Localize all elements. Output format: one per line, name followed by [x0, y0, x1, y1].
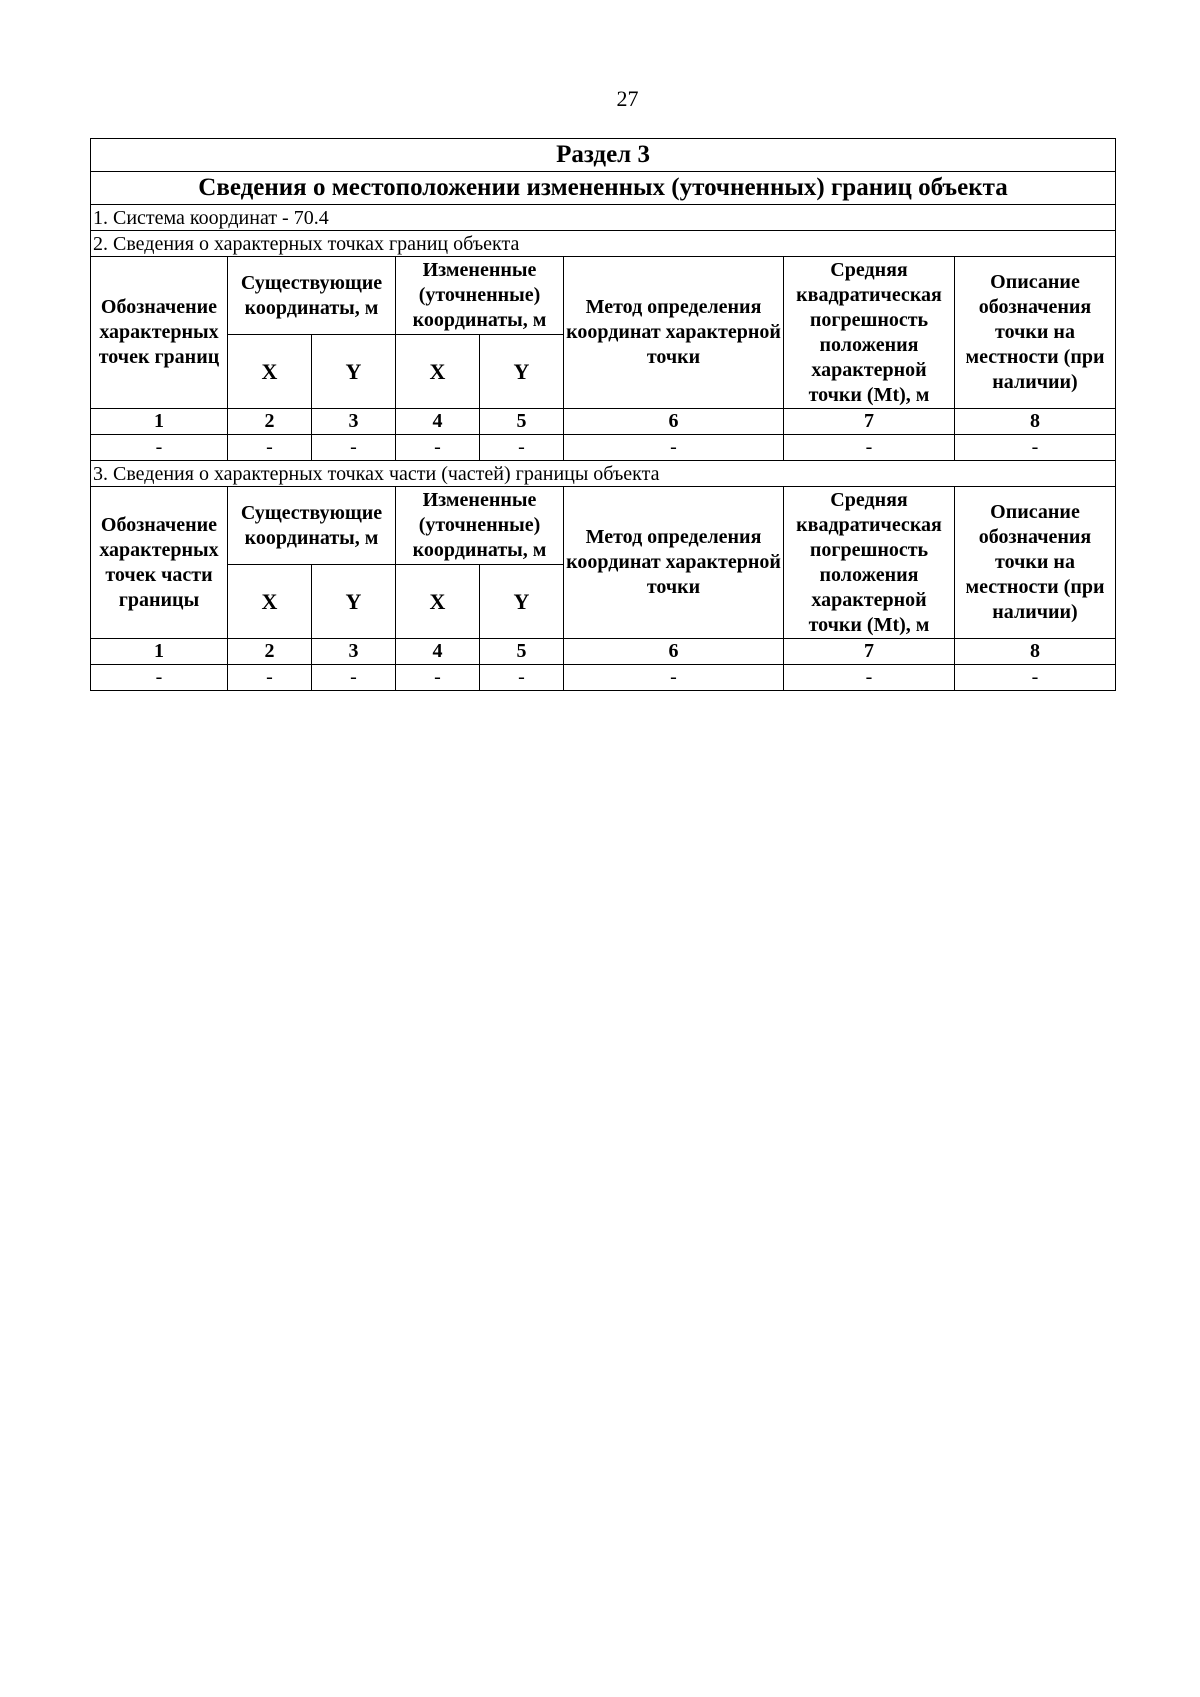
part2-col-number: 7	[784, 409, 955, 435]
part2-header-method: Метод определения координат характерной точки	[564, 257, 784, 409]
part3-header-designation: Обозначение характерных точек части границы	[91, 487, 228, 639]
table-cell: -	[91, 665, 228, 691]
part2-header-designation: Обозначение характерных точек границ	[91, 257, 228, 409]
part2-col-number: 5	[480, 409, 564, 435]
part3-header-changed: Измененные (уточненные) координаты, м	[396, 487, 564, 565]
section-title-row	[91, 139, 1116, 172]
part2-header-y-changed: Y	[480, 335, 564, 409]
table-cell: -	[564, 665, 784, 691]
table-cell: -	[396, 435, 480, 461]
part2-caption: 2. Сведения о характерных точках границ объекта	[91, 231, 1116, 257]
part2-numbers-row	[91, 409, 1116, 435]
table-cell: -	[312, 665, 396, 691]
part3-header-description: Описание обозначения точки на местности (при наличии)	[955, 487, 1116, 639]
part2-col-number: 6	[564, 409, 784, 435]
part3-caption: 3. Сведения о характерных точках части (частей) границы объекта	[91, 461, 1116, 487]
table-cell: -	[955, 665, 1116, 691]
table-cell: -	[91, 435, 228, 461]
table-row	[91, 435, 1116, 461]
part3-header-row	[91, 487, 1116, 565]
part3-col-number: 8	[955, 639, 1116, 665]
table-cell: -	[784, 665, 955, 691]
part2-col-number: 3	[312, 409, 396, 435]
table-cell: -	[784, 435, 955, 461]
part2-caption-row	[91, 231, 1116, 257]
part2-header-error: Средняя квадратическая погрешность положения характерной точки (Mt), м	[784, 257, 955, 409]
part3-col-number: 4	[396, 639, 480, 665]
part3-header-existing: Существующие координаты, м	[228, 487, 396, 565]
coordinate-system-row	[91, 205, 1116, 231]
page-number: 27	[616, 86, 639, 111]
part3-col-number: 7	[784, 639, 955, 665]
part2-col-number: 8	[955, 409, 1116, 435]
part3-col-number: 3	[312, 639, 396, 665]
part3-col-number: 6	[564, 639, 784, 665]
section-title: Раздел 3	[91, 139, 1116, 172]
section-subtitle: Сведения о местоположении измененных (уточненных) границ объекта	[91, 172, 1116, 205]
part3-caption-row	[91, 461, 1116, 487]
part3-col-number: 5	[480, 639, 564, 665]
part3-numbers-row	[91, 639, 1116, 665]
part2-header-existing: Существующие координаты, м	[228, 257, 396, 335]
table-cell: -	[480, 665, 564, 691]
part3-header-y-changed: Y	[480, 565, 564, 639]
table-cell: -	[228, 435, 312, 461]
part2-header-row	[91, 257, 1116, 335]
part3-col-number: 2	[228, 639, 312, 665]
table-cell: -	[228, 665, 312, 691]
part2-header-changed: Измененные (уточненные) координаты, м	[396, 257, 564, 335]
part3-col-number: 1	[91, 639, 228, 665]
part3-header-method: Метод определения координат характерной точки	[564, 487, 784, 639]
section-table	[90, 138, 1116, 691]
part3-header-error: Средняя квадратическая погрешность положения характерной точки (Mt), м	[784, 487, 955, 639]
table-cell: -	[564, 435, 784, 461]
table-cell: -	[396, 665, 480, 691]
part3-header-x-existing: X	[228, 565, 312, 639]
part2-header-x-existing: X	[228, 335, 312, 409]
part3-header-y-existing: Y	[312, 565, 396, 639]
section-subtitle-row	[91, 172, 1116, 205]
table-cell: -	[480, 435, 564, 461]
part2-header-description: Описание обозначения точки на местности (при наличии)	[955, 257, 1116, 409]
part3-header-x-changed: X	[396, 565, 480, 639]
part2-header-y-existing: Y	[312, 335, 396, 409]
part2-col-number: 1	[91, 409, 228, 435]
part2-col-number: 4	[396, 409, 480, 435]
part2-col-number: 2	[228, 409, 312, 435]
table-cell: -	[955, 435, 1116, 461]
table-row	[91, 665, 1116, 691]
part2-header-x-changed: X	[396, 335, 480, 409]
table-cell: -	[312, 435, 396, 461]
coordinate-system: 1. Система координат - 70.4	[91, 205, 1116, 231]
